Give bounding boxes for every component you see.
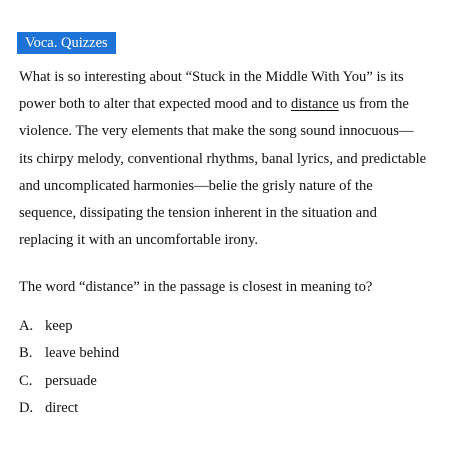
answer-option-d[interactable] (19, 397, 119, 424)
option-text: persuade (45, 372, 97, 389)
target-word: distance (290, 96, 339, 113)
quiz-category-badge: Voca. Quizzes (17, 32, 116, 54)
passage-line: replacing it with an uncomfortable irony. (19, 232, 258, 249)
option-text: direct (45, 400, 79, 417)
passage-line: What is so interesting about “Stuck in the Middle With You” is its (19, 69, 404, 85)
option-letter: D. (19, 400, 34, 417)
option-letter: A. (19, 318, 34, 334)
option-letter: C. (19, 372, 33, 389)
option-text: leave behind (45, 345, 120, 362)
reading-passage (19, 64, 467, 254)
passage-line: and uncomplicated harmonies—belie the grisly nature of the (19, 177, 373, 194)
answer-options (19, 315, 119, 425)
option-letter: B. (19, 345, 33, 362)
answer-option-c[interactable] (19, 370, 119, 397)
answer-option-a[interactable] (19, 315, 119, 342)
passage-line: violence. The very elements that make the song sound innocuous— (19, 123, 414, 140)
option-text: keep (45, 318, 73, 334)
passage-line: its chirpy melody, conventional rhythms, banal lyrics, and predictable (19, 150, 427, 167)
question-text: The word “distance” in the passage is closest in meaning to? (19, 279, 373, 295)
passage-text: us from the (338, 96, 409, 113)
passage-line (19, 91, 467, 118)
passage-line: sequence, dissipating the tension inherent in the situation and (19, 205, 377, 222)
answer-option-b[interactable] (19, 342, 119, 369)
passage-text: power both to alter that expected mood and to (19, 96, 291, 113)
